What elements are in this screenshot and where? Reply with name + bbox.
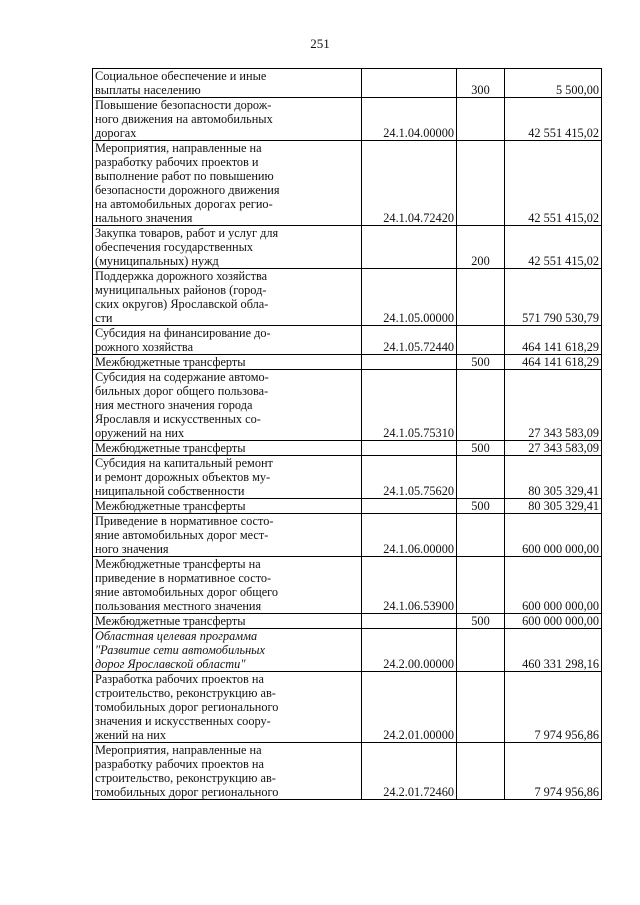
row-sum-text: 42 551 415,02 <box>528 254 599 268</box>
row-sum-cell <box>505 629 602 672</box>
row-type-cell <box>457 499 505 514</box>
row-code-cell <box>362 672 457 743</box>
row-code-cell <box>362 629 457 672</box>
row-type-cell <box>457 672 505 743</box>
row-code-cell <box>362 226 457 269</box>
row-code-cell <box>362 743 457 800</box>
row-name-text: Межбюджетные трансферты <box>95 355 246 369</box>
row-code-text: 24.2.01.72460 <box>383 785 454 799</box>
row-type-cell <box>457 69 505 98</box>
table-row <box>93 269 602 326</box>
row-sum-cell <box>505 226 602 269</box>
table-row <box>93 499 602 514</box>
row-sum-cell <box>505 672 602 743</box>
row-code-text: 24.1.04.00000 <box>383 126 454 140</box>
row-name-cell <box>93 629 362 672</box>
row-name-cell <box>93 226 362 269</box>
table-row <box>93 226 602 269</box>
row-code-cell <box>362 441 457 456</box>
row-name-text: Субсидия на содержание автомо- бильных дорог общего пользова- ния местного значения города Ярославля и искусственных со- оружений на них <box>95 370 269 440</box>
table-row <box>93 557 602 614</box>
row-code-text: 24.1.05.75310 <box>383 426 454 440</box>
table-row <box>93 629 602 672</box>
table-row <box>93 672 602 743</box>
row-type-cell <box>457 98 505 141</box>
row-name-cell <box>93 499 362 514</box>
row-name-text: Субсидия на финансирование до- рожного хозяйства <box>95 326 271 354</box>
row-sum-text: 7 974 956,86 <box>534 785 599 799</box>
row-code-cell <box>362 370 457 441</box>
row-name-text: Межбюджетные трансферты <box>95 441 246 455</box>
table-row <box>93 743 602 800</box>
row-sum-text: 80 305 329,41 <box>528 484 599 498</box>
row-type-cell <box>457 141 505 226</box>
row-sum-cell <box>505 614 602 629</box>
row-name-cell <box>93 98 362 141</box>
row-name-text: Поддержка дорожного хозяйства муниципальных районов (город- ских округов) Ярославской обла- сти <box>95 269 269 325</box>
row-code-text: 24.1.05.75620 <box>383 484 454 498</box>
table-row <box>93 441 602 456</box>
row-code-cell <box>362 614 457 629</box>
row-code-text: 24.2.00.00000 <box>383 657 454 671</box>
row-sum-text: 571 790 530,79 <box>522 311 599 325</box>
row-sum-text: 464 141 618,29 <box>522 355 599 369</box>
row-code-cell <box>362 514 457 557</box>
row-sum-text: 600 000 000,00 <box>522 599 599 613</box>
row-code-cell <box>362 69 457 98</box>
row-type-cell <box>457 370 505 441</box>
row-sum-text: 42 551 415,02 <box>528 211 599 225</box>
row-name-cell <box>93 141 362 226</box>
row-name-cell <box>93 514 362 557</box>
row-sum-cell <box>505 355 602 370</box>
row-name-cell <box>93 672 362 743</box>
row-sum-text: 7 974 956,86 <box>534 728 599 742</box>
row-code-text: 24.1.05.00000 <box>383 311 454 325</box>
row-sum-text: 80 305 329,41 <box>528 499 599 513</box>
row-sum-text: 27 343 583,09 <box>528 441 599 455</box>
row-name-text: Приведение в нормативное состо- яние автомобильных дорог мест- ного значения <box>95 514 274 556</box>
row-name-text: Межбюджетные трансферты на приведение в нормативное состо- яние автомобильных дорог общего пользования местного значения <box>95 557 279 613</box>
table-row <box>93 514 602 557</box>
row-code-text: 24.1.04.72420 <box>383 211 454 225</box>
row-sum-cell <box>505 441 602 456</box>
row-name-text: Межбюджетные трансферты <box>95 499 246 513</box>
table-row <box>93 614 602 629</box>
row-type-text: 500 <box>471 499 490 513</box>
row-sum-text: 460 331 298,16 <box>522 657 599 671</box>
row-sum-cell <box>505 69 602 98</box>
row-type-cell <box>457 743 505 800</box>
row-name-cell <box>93 69 362 98</box>
row-sum-text: 42 551 415,02 <box>528 126 599 140</box>
budget-table-body <box>93 69 602 800</box>
row-sum-cell <box>505 98 602 141</box>
row-code-cell <box>362 141 457 226</box>
table-row <box>93 370 602 441</box>
row-name-cell <box>93 557 362 614</box>
row-type-cell <box>457 557 505 614</box>
row-type-text: 500 <box>471 355 490 369</box>
page-number: 251 <box>310 36 330 51</box>
row-name-text: Областная целевая программа "Развитие сети автомобильных дорог Ярославской области" <box>95 629 265 671</box>
row-code-cell <box>362 499 457 514</box>
row-name-text: Межбюджетные трансферты <box>95 614 246 628</box>
row-code-cell <box>362 557 457 614</box>
budget-table <box>92 68 602 800</box>
row-sum-cell <box>505 370 602 441</box>
row-sum-cell <box>505 557 602 614</box>
row-name-cell <box>93 355 362 370</box>
row-type-cell <box>457 326 505 355</box>
row-code-text: 24.1.06.53900 <box>383 599 454 613</box>
row-sum-cell <box>505 326 602 355</box>
row-code-text: 24.1.05.72440 <box>383 340 454 354</box>
row-type-cell <box>457 226 505 269</box>
row-sum-cell <box>505 514 602 557</box>
table-row <box>93 69 602 98</box>
row-type-cell <box>457 614 505 629</box>
row-sum-cell <box>505 499 602 514</box>
row-sum-text: 600 000 000,00 <box>522 614 599 628</box>
table-row <box>93 355 602 370</box>
row-name-text: Мероприятия, направленные на разработку рабочих проектов на строительство, реконструкцию ав- томобильных дорог регионального <box>95 743 279 799</box>
row-sum-cell <box>505 743 602 800</box>
row-sum-text: 464 141 618,29 <box>522 340 599 354</box>
row-type-cell <box>457 514 505 557</box>
row-code-text: 24.1.06.00000 <box>383 542 454 556</box>
row-type-text: 200 <box>471 254 490 268</box>
row-name-cell <box>93 370 362 441</box>
row-type-cell <box>457 629 505 672</box>
row-code-cell <box>362 326 457 355</box>
row-type-cell <box>457 441 505 456</box>
row-name-cell <box>93 743 362 800</box>
row-code-cell <box>362 98 457 141</box>
row-sum-text: 600 000 000,00 <box>522 542 599 556</box>
row-name-text: Субсидия на капитальный ремонт и ремонт дорожных объектов му- ниципальной собственности <box>95 456 273 498</box>
table-row <box>93 141 602 226</box>
row-name-cell <box>93 614 362 629</box>
row-sum-text: 5 500,00 <box>555 83 599 97</box>
row-name-text: Мероприятия, направленные на разработку рабочих проектов и выполнение работ по повышению безопасности дорожного движения на автомобильных дорогах регио- нального значения <box>95 141 280 225</box>
row-sum-cell <box>505 141 602 226</box>
row-sum-text: 27 343 583,09 <box>528 426 599 440</box>
row-code-text: 24.2.01.00000 <box>383 728 454 742</box>
table-row <box>93 98 602 141</box>
row-type-cell <box>457 355 505 370</box>
row-name-cell <box>93 441 362 456</box>
row-sum-cell <box>505 456 602 499</box>
row-sum-cell <box>505 269 602 326</box>
row-name-text: Повышение безопасности дорож- ного движения на автомобильных дорогах <box>95 98 273 140</box>
row-name-text: Закупка товаров, работ и услуг для обеспечения государственных (муниципальных) нужд <box>95 226 279 268</box>
row-name-text: Разработка рабочих проектов на строительство, реконструкцию ав- томобильных дорог регионального значения и искусственных соору- жений на них <box>95 672 279 742</box>
row-name-cell <box>93 456 362 499</box>
row-type-text: 500 <box>471 441 490 455</box>
row-code-cell <box>362 269 457 326</box>
row-type-text: 500 <box>471 614 490 628</box>
row-code-cell <box>362 456 457 499</box>
row-type-cell <box>457 269 505 326</box>
row-name-cell <box>93 269 362 326</box>
row-type-text: 300 <box>471 83 490 97</box>
row-name-cell <box>93 326 362 355</box>
table-row <box>93 326 602 355</box>
row-code-cell <box>362 355 457 370</box>
table-row <box>93 456 602 499</box>
row-type-cell <box>457 456 505 499</box>
row-name-text: Социальное обеспечение и иные выплаты населению <box>95 69 267 97</box>
